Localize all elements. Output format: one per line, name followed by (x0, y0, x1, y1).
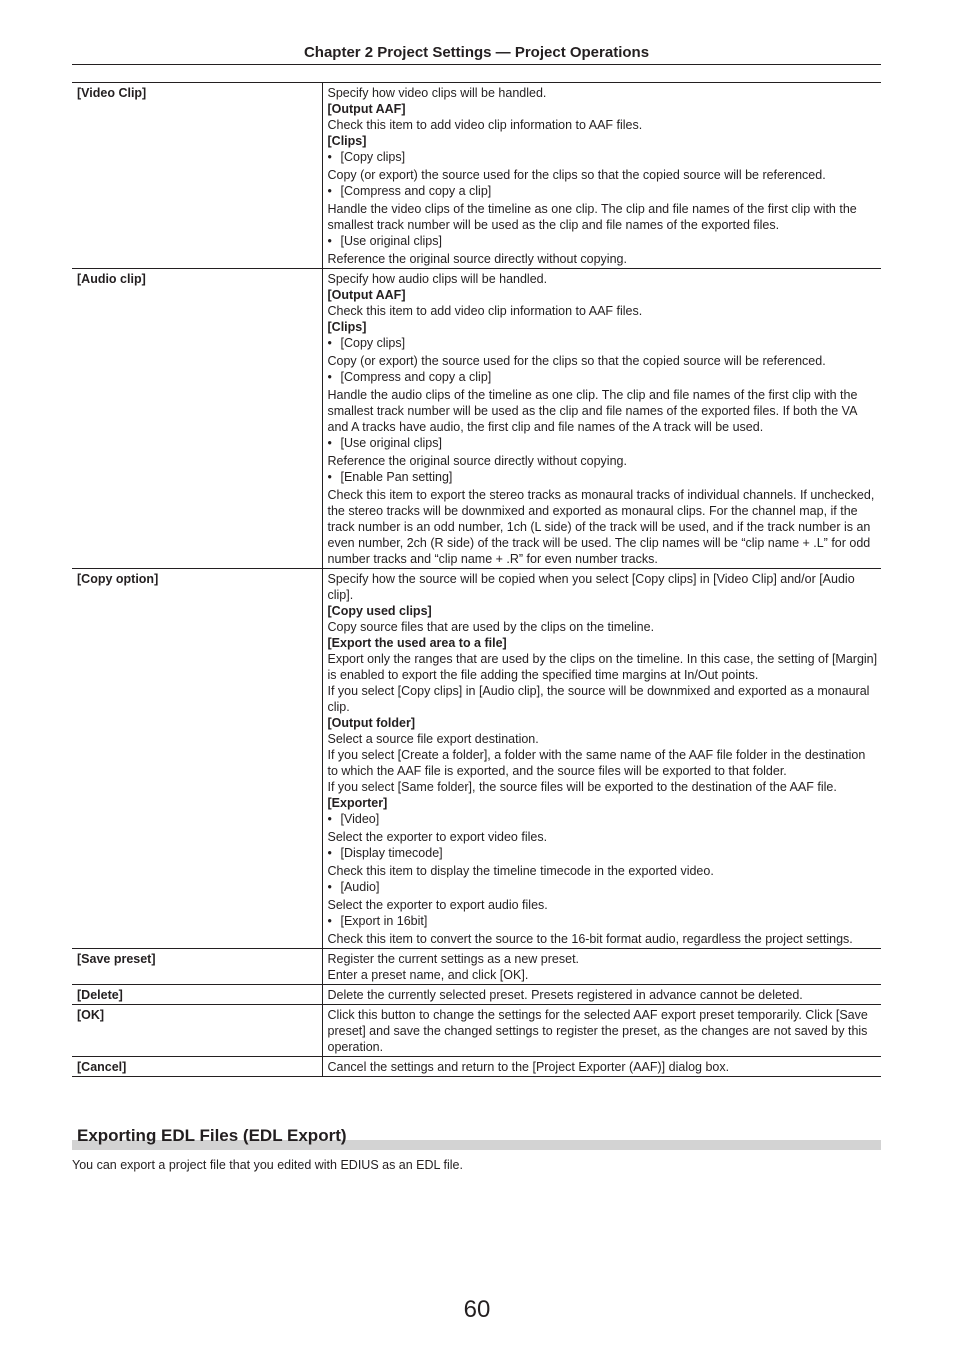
bullet-icon: • (327, 914, 332, 928)
description-text: Copy (or export) the source used for the clips so that the copied source will be referenced. (327, 168, 826, 182)
table-row (72, 1005, 881, 1057)
description-text: If you select [Copy clips] in [Audio clip], the source will be downmixed and exported as a monaural clip. (327, 684, 870, 714)
description-text: Check this item to add video clip information to AAF files. (327, 118, 643, 132)
setting-term: [Cancel] (72, 1057, 322, 1077)
bullet-item (328, 183, 879, 199)
setting-description (322, 269, 881, 569)
bullet-text: [Video] (340, 812, 380, 826)
table-row (72, 949, 881, 985)
bullet-item (328, 879, 879, 895)
bullet-icon: • (327, 880, 332, 894)
description-text: Copy source files that are used by the clips on the timeline. (327, 620, 655, 634)
section-title: Exporting EDL Files (EDL Export) (77, 1126, 347, 1145)
description-text: Register the current settings as a new preset. (327, 952, 580, 966)
subheading: [Clips] (327, 134, 367, 148)
bullet-icon: • (327, 436, 332, 450)
subheading: [Output AAF] (327, 288, 406, 302)
bullet-item (328, 811, 879, 827)
setting-description (322, 1057, 881, 1077)
subheading: [Copy used clips] (327, 604, 432, 618)
chapter-header: Chapter 2 Project Settings — Project Operations (303, 44, 650, 61)
subheading: [Export the used area to a file] (327, 636, 507, 650)
header-divider (72, 64, 881, 65)
bullet-icon: • (327, 150, 332, 164)
subheading: [Clips] (327, 320, 367, 334)
bullet-text: [Copy clips] (340, 336, 406, 350)
setting-description (322, 1005, 881, 1057)
bullet-icon: • (327, 184, 332, 198)
description-text: Export only the ranges that are used by the clips on the timeline. In this case, the setting of [Margin] is enabled to export the file adding the specified time margins at In/Out points. (327, 652, 878, 682)
bullet-text: [Enable Pan setting] (340, 470, 453, 484)
description-text: Check this item to add video clip information to AAF files. (327, 304, 643, 318)
bullet-icon: • (327, 812, 332, 826)
bullet-icon: • (327, 470, 332, 484)
bullet-item (328, 335, 879, 351)
description-text: Select the exporter to export video files. (327, 830, 548, 844)
setting-description (322, 83, 881, 269)
description-text: Copy (or export) the source used for the clips so that the copied source will be referenced. (327, 354, 826, 368)
bullet-item (328, 369, 879, 385)
bullet-text: [Use original clips] (340, 436, 442, 450)
table-row (72, 985, 881, 1005)
setting-term: [Delete] (72, 985, 322, 1005)
description-text: Check this item to display the timeline timecode in the exported video. (327, 864, 714, 878)
description-text: Reference the original source directly without copying. (327, 454, 627, 468)
bullet-text: [Compress and copy a clip] (340, 370, 492, 384)
bullet-item (328, 913, 879, 929)
table-row (72, 569, 881, 949)
bullet-text: [Compress and copy a clip] (340, 184, 492, 198)
bullet-item (328, 233, 879, 249)
setting-description (322, 949, 881, 985)
bullet-item (328, 469, 879, 485)
bullet-icon: • (327, 370, 332, 384)
setting-term: [Copy option] (72, 569, 322, 949)
bullet-text: [Use original clips] (340, 234, 442, 248)
settings-table-body (72, 83, 881, 1077)
setting-description (322, 985, 881, 1005)
bullet-item (328, 845, 879, 861)
description-text: If you select [Create a folder], a folder with the same name of the AAF file folder in the destination to which the AAF file is exported, and the source files will be exported to that folder. (327, 748, 866, 778)
subheading: [Output AAF] (327, 102, 406, 116)
setting-term: [OK] (72, 1005, 322, 1057)
description-text: Enter a preset name, and click [OK]. (327, 968, 529, 982)
bullet-text: [Copy clips] (340, 150, 406, 164)
table-row (72, 269, 881, 569)
bullet-text: [Audio] (340, 880, 380, 894)
description-text: Click this button to change the settings for the selected AAF export preset temporarily. Click [Save preset] and save the changed settings to register the preset, as the changes are not saved by this operation. (327, 1008, 868, 1054)
description-text: Select the exporter to export audio files. (327, 898, 548, 912)
bullet-text: [Display timecode] (340, 846, 443, 860)
bullet-icon: • (327, 336, 332, 350)
bullet-text: [Export in 16bit] (340, 914, 428, 928)
description-text: Specify how the source will be copied when you select [Copy clips] in [Video Clip] and/or [Audio clip]. (327, 572, 855, 602)
description-text: Cancel the settings and return to the [Project Exporter (AAF)] dialog box. (327, 1060, 730, 1074)
bullet-item (328, 435, 879, 451)
setting-term: [Save preset] (72, 949, 322, 985)
subheading: [Exporter] (327, 796, 388, 810)
setting-term: [Audio clip] (72, 269, 322, 569)
bullet-item (328, 149, 879, 165)
section-intro: You can export a project file that you edited with EDIUS as an EDL file. (72, 1158, 463, 1172)
setting-description (322, 569, 881, 949)
table-row (72, 83, 881, 269)
table-row (72, 1057, 881, 1077)
bullet-icon: • (327, 234, 332, 248)
description-text: Reference the original source directly without copying. (327, 252, 627, 266)
setting-term: [Video Clip] (72, 83, 322, 269)
page-number: 60 (463, 1296, 491, 1323)
description-text: Specify how video clips will be handled. (327, 86, 547, 100)
subheading: [Output folder] (327, 716, 415, 730)
bullet-icon: • (327, 846, 332, 860)
description-text: Handle the audio clips of the timeline as one clip. The clip and file names of the first clip with the smallest track number will be used as the clip and file names of the exported files. If both the VA and A tracks have audio, the first clip and file names of the A track will be used. (327, 388, 858, 434)
settings-table (72, 82, 881, 1077)
description-text: Handle the video clips of the timeline as one clip. The clip and file names of the first clip with the smallest track number will be used as the clip and file names of the exported files. (327, 202, 857, 232)
description-text: If you select [Same folder], the source files will be exported to the destination of the AAF file. (327, 780, 837, 794)
description-text: Specify how audio clips will be handled. (327, 272, 548, 286)
description-text: Select a source file export destination. (327, 732, 539, 746)
description-text: Check this item to export the stereo tracks as monaural tracks of individual channels. If unchecked, the stereo tracks will be downmixed and exported as monaural clips. For the channel map, if the track number is an odd number, 1ch (L side) of the track will be used, and if the track number is an even number, 2ch (R side) of the track will be used. The clip names will be “clip name + .L” for odd number tracks and “clip name + .R” for even number tracks. (327, 488, 875, 566)
description-text: Check this item to convert the source to the 16-bit format audio, regardless the project settings. (327, 932, 853, 946)
description-text: Delete the currently selected preset. Presets registered in advance cannot be deleted. (327, 988, 803, 1002)
